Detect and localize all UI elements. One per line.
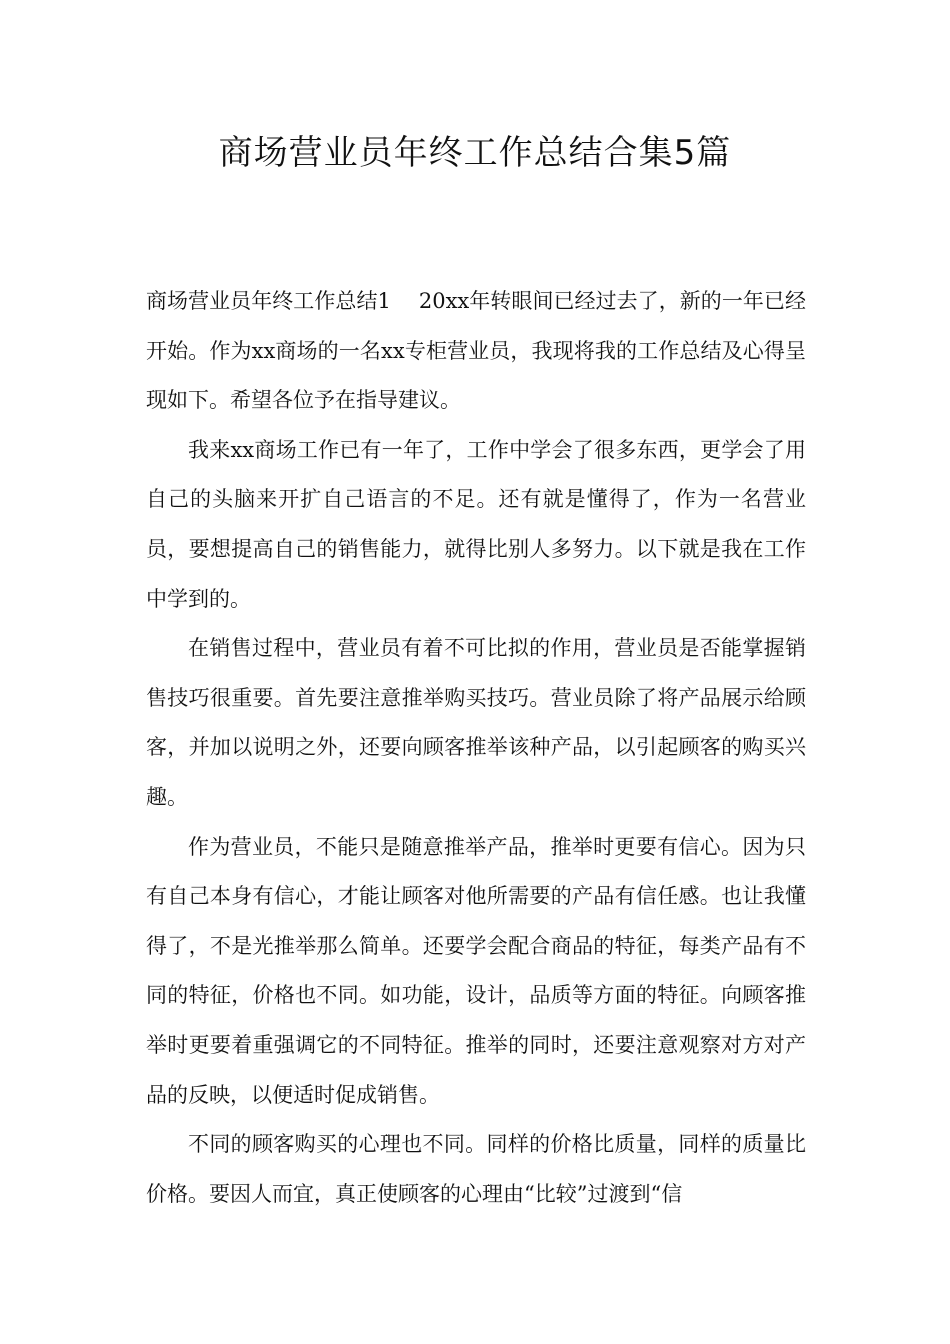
paragraph-intro [146,277,806,426]
paragraph: 作为营业员，不能只是随意推举产品，推举时更要有信心。因为只有自己本身有信心，才能让顾客对他所需要的产品有信任感。也让我懂得了，不是光推举那么简单。还要学会配合商品的特征，每类产品有不同的特征，价格也不同。如功能，设计，品质等方面的特征。向顾客推举时更要着重强调它的不同特征。推举的同时，还要注意观察对方对产品的反映，以便适时促成销售。 [146,834,806,1107]
intro-label: 商场营业员年终工作总结1 [146,289,391,313]
paragraph: 不同的顾客购买的心理也不同。同样的价格比质量，同样的质量比价格。要因人而宜，真正使顾客的心理由“比较”过渡到“信 [146,1132,806,1206]
document-body [146,277,806,1219]
intro-text: 20xx年转眼间已经过去了，新的一年已经开始。作为xx商场的一名xx专柜营业员，我现将我的工作总结及心得呈现如下。希望各位予在指导建议。 [146,289,806,413]
paragraph: 我来xx商场工作已有一年了，工作中学会了很多东西，更学会了用自己的头脑来开扩自己语言的不足。还有就是懂得了，作为一名营业员，要想提高自己的销售能力，就得比别人多努力。以下就是我在工作中学到的。 [146,437,806,611]
document-title: 商场营业员年终工作总结合集5篇 [218,133,732,173]
paragraph: 在销售过程中，营业员有着不可比拟的作用，营业员是否能掌握销售技巧很重要。首先要注意推举购买技巧。营业员除了将产品展示给顾客，并加以说明之外，还要向顾客推举该种产品，以引起顾客的购买兴趣。 [146,636,806,809]
